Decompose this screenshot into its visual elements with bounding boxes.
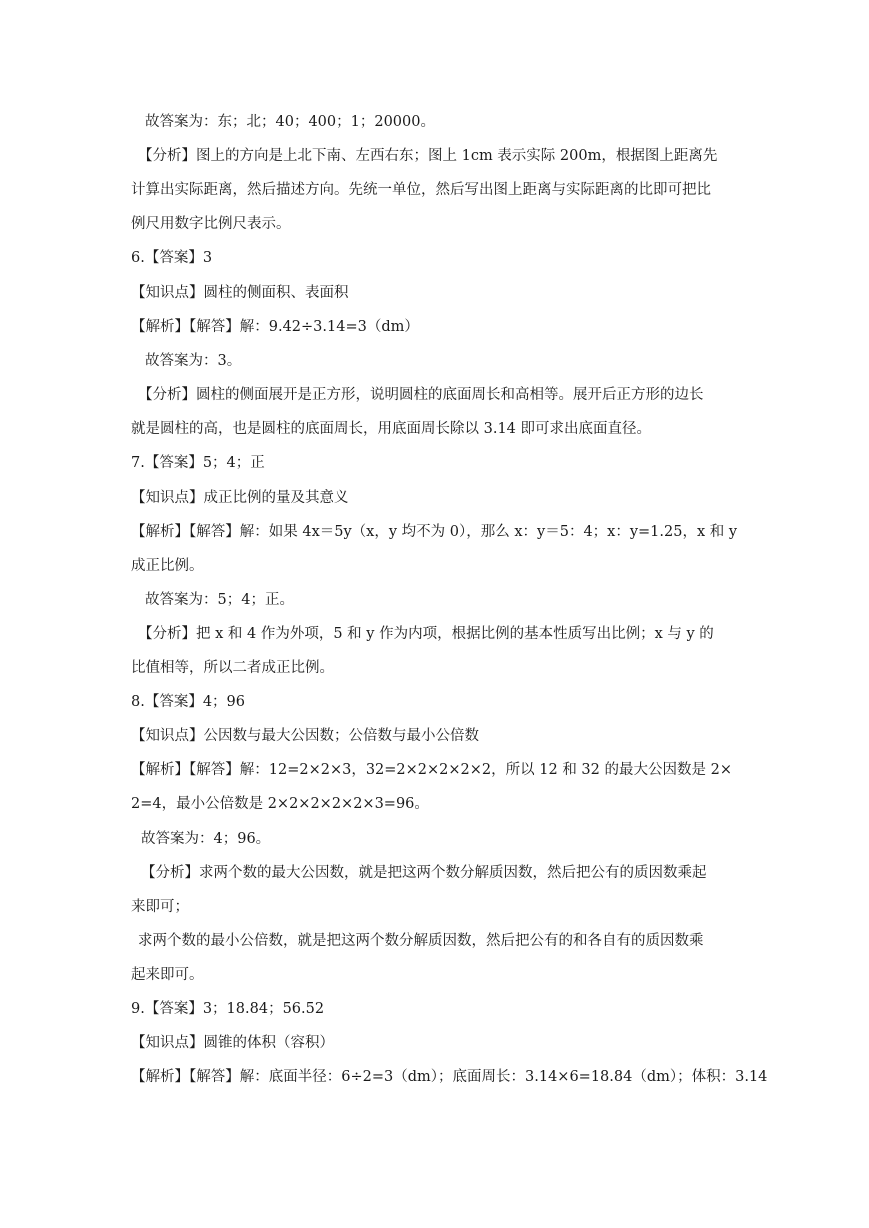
question-8-answer: 8.【答案】4；96 (131, 694, 246, 710)
question-7-analysis: 【分析】把 x 和 4 作为外项，5 和 y 作为内项，根据比例的基本性质写出比例；x 与 y 的 (138, 626, 714, 642)
question-6-answer: 6.【答案】3 (131, 250, 213, 266)
question-8-knowledge: 【知识点】公因数与最大公因数；公倍数与最小公倍数 (131, 728, 479, 744)
question-7-solution: 【解析】【解答】解：如果 4x＝5y（x，y 均不为 0），那么 x：y＝5：4；x：y=1.25，x 和 y (131, 524, 738, 540)
question-8-analysis: 【分析】求两个数的最大公因数，就是把这两个数分解质因数，然后把公有的质因数乘起 (141, 865, 707, 881)
question-6-analysis: 【分析】圆柱的侧面展开是正方形，说明圆柱的底面周长和高相等。展开后正方形的边长 (138, 387, 704, 403)
question-7-final: 故答案为：5；4；正。 (145, 592, 294, 608)
question-8-solution: 2=4，最小公倍数是 2×2×2×2×2×3=96。 (131, 796, 429, 812)
question-6-solution: 【解析】【解答】解：9.42÷3.14=3（dm） (131, 319, 419, 335)
question-8-final: 故答案为：4；96。 (141, 831, 271, 847)
question-8-analysis: 求两个数的最小公倍数，就是把这两个数分解质因数，然后把公有的和各自有的质因数乘 (138, 933, 704, 949)
question-9-answer: 9.【答案】3；18.84；56.52 (131, 1001, 325, 1017)
question-8-analysis: 起来即可。 (131, 967, 204, 983)
question-9-knowledge: 【知识点】圆锥的体积（容积） (131, 1035, 334, 1051)
question-7-knowledge: 【知识点】成正比例的量及其意义 (131, 490, 349, 506)
question-6-knowledge: 【知识点】圆柱的侧面积、表面积 (131, 285, 349, 301)
analysis-line: 【分析】图上的方向是上北下南、左西右东；图上 1cm 表示实际 200m，根据图上距离先 (138, 148, 718, 164)
analysis-line: 计算出实际距离，然后描述方向。先统一单位，然后写出图上距离与实际距离的比即可把比 (131, 182, 711, 198)
question-8-solution: 【解析】【解答】解：12=2×2×3，32=2×2×2×2×2，所以 12 和 32 的最大公因数是 2× (131, 762, 732, 778)
question-7-solution: 成正比例。 (131, 558, 204, 574)
question-6-final: 故答案为：3。 (145, 353, 242, 369)
question-6-analysis: 就是圆柱的高，也是圆柱的底面周长，用底面周长除以 3.14 即可求出底面直径。 (131, 421, 652, 437)
question-8-analysis: 来即可； (131, 899, 189, 915)
question-7-answer: 7.【答案】5；4；正 (131, 455, 265, 471)
question-9-solution: 【解析】【解答】解：底面半径：6÷2=3（dm）；底面周长：3.14×6=18.84（dm）；体积：3.14 (131, 1069, 768, 1085)
question-7-analysis: 比值相等，所以二者成正比例。 (131, 660, 334, 676)
answer-line-5: 故答案为：东；北；40；400；1；20000。 (145, 114, 435, 130)
analysis-line: 例尺用数字比例尺表示。 (131, 216, 291, 232)
